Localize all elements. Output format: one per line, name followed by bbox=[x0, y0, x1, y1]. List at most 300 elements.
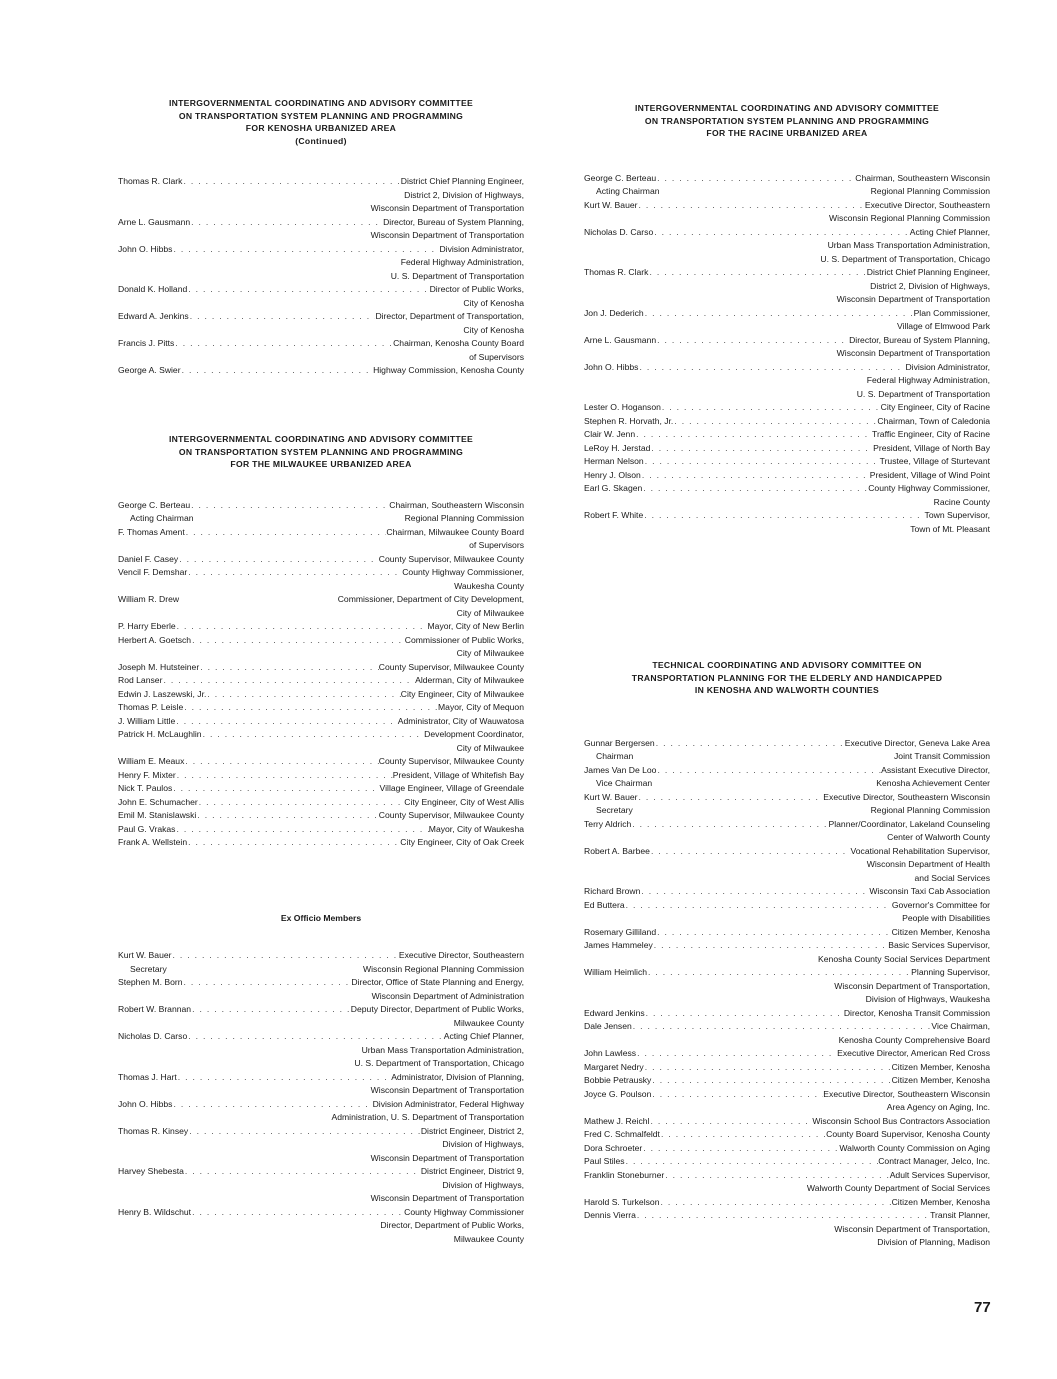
dot-leader bbox=[642, 1142, 839, 1156]
member-line-continued bbox=[118, 189, 524, 203]
member-line bbox=[584, 428, 990, 442]
dot-leader bbox=[651, 1074, 891, 1088]
member-entry bbox=[118, 976, 524, 1003]
member-title: Wisconsin Department of Transportation, bbox=[834, 1223, 990, 1234]
member-name: Herbert A. Goetsch bbox=[118, 634, 192, 645]
member-line-continued bbox=[118, 1138, 524, 1152]
member-line bbox=[584, 1196, 990, 1210]
dot-leader bbox=[625, 899, 892, 913]
dot-leader bbox=[659, 1196, 891, 1210]
member-name: Gunnar Bergersen bbox=[584, 737, 655, 748]
member-title: Director, Bureau of System Planning, bbox=[383, 216, 524, 227]
kenosha-committee bbox=[118, 97, 524, 378]
member-name: Stephen R. Horvath, Jr. bbox=[584, 415, 674, 426]
member-line bbox=[584, 1169, 990, 1183]
heading-line: ON TRANSPORTATION SYSTEM PLANNING AND PROGRAMMING bbox=[178, 446, 464, 457]
member-name: Franklin Stoneburner bbox=[584, 1169, 665, 1180]
member-title: County Board Supervisor, Kenosha County bbox=[826, 1129, 990, 1139]
member-line bbox=[118, 1206, 524, 1220]
member-title: Executive Director, American Red Cross bbox=[837, 1048, 990, 1058]
elderly-committee bbox=[584, 659, 990, 1250]
dot-leader bbox=[172, 782, 379, 796]
member-title: President, Village of North Bay bbox=[873, 442, 990, 453]
dot-leader bbox=[199, 661, 379, 675]
dot-leader bbox=[645, 1007, 844, 1021]
member-name: Joyce G. Poulson bbox=[584, 1088, 652, 1099]
member-line bbox=[584, 939, 990, 953]
member-line-continued bbox=[118, 351, 524, 365]
member-title: District 2, Division of Highways, bbox=[870, 280, 990, 291]
member-title: Division Administrator, bbox=[905, 361, 990, 372]
member-line-continued bbox=[584, 496, 990, 510]
member-line bbox=[584, 442, 990, 456]
dot-leader bbox=[638, 361, 905, 375]
dot-leader bbox=[648, 266, 866, 280]
member-line bbox=[118, 216, 524, 230]
member-entry bbox=[118, 337, 524, 364]
member-line bbox=[584, 482, 990, 496]
dot-leader bbox=[206, 688, 400, 702]
dot-leader bbox=[656, 172, 855, 186]
member-entry bbox=[584, 361, 990, 402]
dot-leader bbox=[175, 715, 397, 729]
dot-leader bbox=[638, 199, 865, 213]
member-entry bbox=[584, 1047, 990, 1061]
dot-leader bbox=[198, 796, 404, 810]
member-entry bbox=[118, 701, 524, 715]
dot-leader bbox=[185, 526, 387, 540]
member-name: George C. Berteau bbox=[584, 172, 657, 183]
member-line bbox=[118, 634, 524, 648]
member-entry bbox=[584, 737, 990, 764]
member-title: Town of Mt. Pleasant bbox=[910, 523, 990, 534]
elderly-heading bbox=[584, 659, 990, 697]
member-line bbox=[584, 334, 990, 348]
member-line bbox=[584, 1020, 990, 1034]
member-entry bbox=[118, 1125, 524, 1166]
member-line-continued bbox=[118, 1111, 524, 1125]
member-title: Vice Chairman, bbox=[931, 1021, 990, 1031]
member-title: Director, Bureau of System Planning, bbox=[849, 334, 990, 345]
dot-leader bbox=[183, 701, 438, 715]
member-title: Walworth County Department of Social Services bbox=[806, 1183, 990, 1193]
member-line-continued bbox=[118, 607, 524, 621]
heading-line: ON TRANSPORTATION SYSTEM PLANNING AND PROGRAMMING bbox=[178, 110, 464, 121]
member-line-continued bbox=[584, 388, 990, 402]
member-title: Wisconsin School Bus Contractors Association bbox=[812, 1115, 990, 1126]
member-entry bbox=[118, 283, 524, 310]
member-name: Mathew J. Reichl bbox=[584, 1115, 650, 1126]
member-entry bbox=[584, 1007, 990, 1021]
member-title: Division of Highways, bbox=[442, 1139, 524, 1149]
member-line bbox=[118, 782, 524, 796]
member-title: Adult Services Supervisor, bbox=[889, 1169, 990, 1180]
member-title: Urban Mass Transportation Administration, bbox=[361, 1044, 524, 1055]
member-entry bbox=[584, 199, 990, 226]
member-title: Division of Highways, bbox=[442, 1179, 524, 1190]
member-line-continued bbox=[584, 293, 990, 307]
member-line bbox=[584, 926, 990, 940]
member-title: People with Disabilities bbox=[902, 913, 990, 923]
member-entry bbox=[118, 620, 524, 634]
page-number: 77 bbox=[974, 1299, 991, 1316]
member-entry bbox=[118, 661, 524, 675]
dot-leader bbox=[196, 809, 378, 823]
member-name: Jon J. Dederich bbox=[584, 307, 644, 318]
member-list bbox=[118, 499, 524, 850]
member-entry bbox=[584, 791, 990, 818]
member-entry bbox=[584, 442, 990, 456]
dot-leader bbox=[656, 764, 881, 778]
heading-line: INTERGOVERNMENTAL COORDINATING AND ADVISORY COMMITTEE bbox=[168, 434, 474, 444]
member-line-continued bbox=[584, 804, 990, 818]
dot-leader bbox=[177, 1071, 391, 1085]
member-list bbox=[584, 737, 990, 1250]
heading-line: IN KENOSHA AND WALWORTH COUNTIES bbox=[694, 685, 880, 695]
member-line-continued bbox=[118, 580, 524, 594]
member-name: Rod Lanser bbox=[118, 675, 163, 685]
member-line-continued bbox=[118, 963, 524, 977]
member-name: Donald K. Holland bbox=[118, 284, 188, 294]
dot-leader bbox=[184, 755, 378, 769]
member-line bbox=[584, 469, 990, 483]
member-name: Kurt W. Bauer bbox=[118, 950, 172, 960]
member-name: Paul G. Vrakas bbox=[118, 823, 176, 834]
member-line-continued bbox=[118, 270, 524, 284]
dot-leader bbox=[176, 769, 393, 783]
member-title: Joint Transit Commission bbox=[894, 751, 990, 761]
member-name: Robert A. Barbee bbox=[584, 845, 650, 856]
member-entry bbox=[118, 782, 524, 796]
member-line-continued bbox=[584, 980, 990, 994]
member-name: Vencil F. Demshar bbox=[118, 567, 188, 577]
member-title: City of Milwaukee bbox=[456, 648, 524, 658]
member-entry bbox=[118, 1030, 524, 1071]
member-entry bbox=[584, 307, 990, 334]
member-title: Milwaukee County bbox=[453, 1233, 524, 1244]
milwaukee-committee bbox=[118, 433, 524, 850]
member-title: County Highway Commissioner, bbox=[868, 483, 990, 493]
member-name: F. Thomas Ament bbox=[118, 526, 185, 537]
member-title: Division of Planning, Madison bbox=[877, 1237, 990, 1247]
member-title: City of Milwaukee bbox=[456, 742, 524, 753]
member-title: Wisconsin Department of Transportation bbox=[370, 203, 524, 213]
member-line-continued bbox=[584, 993, 990, 1007]
member-entry bbox=[584, 1088, 990, 1115]
member-line-continued bbox=[584, 1101, 990, 1115]
dot-leader bbox=[635, 428, 872, 442]
member-list bbox=[584, 172, 990, 537]
member-line-continued bbox=[118, 1057, 524, 1071]
member-title: Area Agency on Aging, Inc. bbox=[886, 1102, 990, 1112]
dot-leader bbox=[643, 509, 924, 523]
member-line bbox=[118, 976, 524, 990]
member-line bbox=[584, 1088, 990, 1102]
member-entry bbox=[584, 1115, 990, 1129]
member-entry bbox=[584, 1142, 990, 1156]
member-title: Division Administrator, bbox=[439, 243, 524, 254]
member-title: Chairman, Milwaukee County Board bbox=[386, 526, 524, 537]
member-name: Patrick H. McLaughlin bbox=[118, 729, 202, 739]
member-line bbox=[118, 566, 524, 580]
member-line bbox=[584, 307, 990, 321]
member-line bbox=[584, 737, 990, 751]
member-line bbox=[584, 1128, 990, 1142]
member-entry bbox=[584, 899, 990, 926]
member-line bbox=[584, 966, 990, 980]
dot-leader bbox=[642, 482, 868, 496]
member-title: Wisconsin Regional Planning Commission bbox=[829, 213, 990, 223]
member-title: Mayor, City of New Berlin bbox=[427, 621, 524, 631]
member-title: Director, Office of State Planning and Energy, bbox=[351, 977, 524, 987]
member-title: Wisconsin Department of Transportation bbox=[370, 1193, 524, 1203]
member-title: Development Coordinator, bbox=[424, 729, 524, 739]
member-line-continued bbox=[118, 1179, 524, 1193]
member-title: City of Kenosha bbox=[463, 324, 524, 335]
member-line-continued bbox=[118, 1044, 524, 1058]
member-title: Executive Director, Geneva Lake Area bbox=[844, 737, 990, 748]
member-title: Administrator, City of Wauwatosa bbox=[397, 715, 524, 726]
member-line-continued bbox=[118, 647, 524, 661]
dot-leader bbox=[202, 728, 425, 742]
member-title: of Supervisors bbox=[469, 540, 524, 550]
member-line-continued bbox=[584, 253, 990, 267]
member-title: Chairman, Southeastern Wisconsin bbox=[855, 172, 990, 183]
member-title: District Chief Planning Engineer, bbox=[866, 267, 990, 277]
member-entry bbox=[118, 364, 524, 378]
member-title: U. S. Department of Transportation bbox=[390, 270, 524, 281]
dot-leader bbox=[636, 1209, 930, 1223]
dot-leader bbox=[172, 949, 399, 963]
member-title: District Chief Planning Engineer, bbox=[400, 176, 524, 186]
member-entry bbox=[118, 1071, 524, 1098]
racine-committee bbox=[584, 102, 990, 536]
member-entry bbox=[118, 1003, 524, 1030]
member-name: Dale Jensen bbox=[584, 1021, 632, 1031]
member-name: Arne L. Gausmann bbox=[118, 216, 191, 227]
member-name: P. Harry Eberle bbox=[118, 621, 176, 631]
member-entry bbox=[118, 1206, 524, 1247]
member-title: Governor's Committee for bbox=[891, 899, 990, 910]
member-entry bbox=[118, 715, 524, 729]
member-title: Regional Planning Commission bbox=[404, 513, 524, 523]
member-line-continued bbox=[584, 777, 990, 791]
milwaukee-heading bbox=[118, 433, 524, 471]
member-line-continued bbox=[118, 1084, 524, 1098]
member-entry bbox=[584, 401, 990, 415]
member-line bbox=[118, 553, 524, 567]
member-entry bbox=[584, 885, 990, 899]
member-line-continued bbox=[118, 1233, 524, 1247]
member-line-continued bbox=[584, 280, 990, 294]
member-line bbox=[118, 1030, 524, 1044]
ex-officio-heading: Ex Officio Members bbox=[280, 913, 362, 923]
dot-leader bbox=[176, 620, 428, 634]
member-entry bbox=[118, 243, 524, 284]
member-title: City of Milwaukee bbox=[456, 607, 524, 618]
member-line-continued bbox=[118, 1152, 524, 1166]
member-name: Henry B. Wildschut bbox=[118, 1206, 192, 1217]
member-entry bbox=[118, 755, 524, 769]
dot-leader bbox=[636, 1047, 837, 1061]
member-title: Trustee, Village of Sturtevant bbox=[879, 456, 990, 466]
member-name: Dora Schroeter bbox=[584, 1142, 643, 1153]
member-name: LeRoy H. Jerstad bbox=[584, 442, 651, 453]
member-line bbox=[584, 226, 990, 240]
member-line bbox=[584, 455, 990, 469]
member-name: James Van De Loo bbox=[584, 764, 657, 775]
member-line-continued bbox=[118, 742, 524, 756]
dot-leader bbox=[650, 845, 851, 859]
member-line-continued bbox=[584, 239, 990, 253]
member-line bbox=[118, 823, 524, 837]
member-line-continued bbox=[584, 1223, 990, 1237]
member-line-continued bbox=[118, 202, 524, 216]
member-name: Thomas R. Clark bbox=[584, 267, 649, 277]
member-line-continued bbox=[118, 229, 524, 243]
member-line bbox=[118, 1071, 524, 1085]
member-line bbox=[118, 593, 524, 607]
heading-line: FOR KENOSHA URBANIZED AREA bbox=[245, 123, 397, 133]
member-role: Acting Chairman bbox=[596, 186, 660, 196]
member-title: Wisconsin Taxi Cab Association bbox=[869, 886, 990, 896]
member-title: Kenosha County Comprehensive Board bbox=[838, 1034, 990, 1045]
member-name: Frank A. Wellstein bbox=[118, 837, 188, 847]
member-line bbox=[118, 243, 524, 257]
member-line-continued bbox=[584, 1236, 990, 1250]
dot-leader bbox=[653, 939, 888, 953]
member-entry bbox=[118, 728, 524, 755]
heading-line: FOR THE MILWAUKEE URBANIZED AREA bbox=[230, 459, 412, 469]
member-title: Kenosha Achievement Center bbox=[876, 778, 990, 788]
dot-leader bbox=[184, 1165, 421, 1179]
member-line bbox=[584, 885, 990, 899]
member-entry bbox=[584, 1020, 990, 1047]
member-line-continued bbox=[584, 347, 990, 361]
member-line bbox=[118, 175, 524, 189]
member-line bbox=[584, 266, 990, 280]
member-title: Acting Chief Planner, bbox=[443, 1031, 524, 1041]
member-line-continued bbox=[118, 324, 524, 338]
dot-leader bbox=[187, 566, 402, 580]
member-entry bbox=[118, 310, 524, 337]
member-line bbox=[584, 1155, 990, 1169]
member-title: Division Administrator, Federal Highway bbox=[372, 1098, 524, 1109]
member-line bbox=[118, 715, 524, 729]
member-entry bbox=[584, 1074, 990, 1088]
member-line bbox=[584, 172, 990, 186]
member-line bbox=[584, 764, 990, 778]
member-title: Mayor, City of Waukesha bbox=[428, 823, 524, 834]
member-title: Walworth County Commission on Aging bbox=[839, 1142, 990, 1153]
member-title: Wisconsin Department of Transportation bbox=[370, 1085, 524, 1095]
member-entry bbox=[584, 469, 990, 483]
member-line bbox=[584, 1061, 990, 1075]
member-title: Executive Director, Southeastern Wisconsin bbox=[823, 791, 990, 802]
member-title: Executive Director, Southeastern bbox=[864, 199, 990, 210]
member-name: Earl G. Skagen bbox=[584, 483, 643, 493]
member-title: Acting Chief Planner, bbox=[909, 226, 990, 237]
member-name: George C. Berteau bbox=[118, 499, 191, 510]
member-line bbox=[118, 499, 524, 513]
member-name: Paul Stiles bbox=[584, 1156, 625, 1166]
member-name: James Hammeley bbox=[584, 940, 653, 950]
member-title: Assistant Executive Director, bbox=[881, 764, 990, 775]
member-title: City Engineer, City of Racine bbox=[880, 402, 990, 412]
member-title: Wisconsin Department of Transportation bbox=[370, 1152, 524, 1163]
member-entry bbox=[118, 688, 524, 702]
member-line-continued bbox=[584, 858, 990, 872]
member-entry bbox=[118, 809, 524, 823]
member-list bbox=[118, 949, 524, 1246]
member-name: Emil M. Stanislawski bbox=[118, 810, 197, 820]
member-name: Fred C. Schmalfeldt bbox=[584, 1129, 660, 1139]
member-line bbox=[118, 283, 524, 297]
member-name: William Heimlich bbox=[584, 967, 648, 977]
member-name: Thomas P. Leisle bbox=[118, 702, 184, 712]
dot-leader bbox=[174, 337, 393, 351]
member-title: Basic Services Supervisor, bbox=[888, 940, 990, 950]
member-title: Village of Elmwood Park bbox=[897, 321, 990, 331]
member-line-continued bbox=[118, 512, 524, 526]
member-line-continued bbox=[584, 374, 990, 388]
member-name: Herman Nelson bbox=[584, 456, 644, 466]
dot-leader bbox=[191, 1206, 404, 1220]
member-title: County Supervisor, Milwaukee County bbox=[378, 661, 524, 672]
dot-leader bbox=[188, 1125, 421, 1139]
member-title: Chairman, Town of Caledonia bbox=[877, 415, 990, 426]
member-entry bbox=[118, 949, 524, 976]
member-title: Regional Planning Commission bbox=[870, 805, 990, 815]
member-title: Director, Kenosha Transit Commission bbox=[843, 1007, 990, 1018]
member-name: John O. Hibbs bbox=[584, 361, 639, 372]
member-title: District 2, Division of Highways, bbox=[404, 189, 524, 200]
member-title: Citizen Member, Kenosha bbox=[891, 926, 990, 937]
member-name: John O. Hibbs bbox=[118, 1098, 173, 1109]
member-name: Nick T. Paulos bbox=[118, 783, 173, 793]
member-title: Federal Highway Administration, bbox=[866, 375, 990, 385]
dot-leader bbox=[656, 334, 849, 348]
member-role: Secretary bbox=[130, 963, 167, 974]
member-title: Federal Highway Administration, bbox=[400, 257, 524, 267]
dot-leader bbox=[644, 307, 914, 321]
dot-leader bbox=[181, 364, 373, 378]
dot-leader bbox=[644, 455, 880, 469]
member-line-continued bbox=[118, 1192, 524, 1206]
member-line bbox=[118, 728, 524, 742]
member-name: Robert W. Brannan bbox=[118, 1004, 192, 1014]
kenosha-heading bbox=[118, 97, 524, 147]
member-entry bbox=[118, 216, 524, 243]
member-line bbox=[584, 791, 990, 805]
member-line bbox=[118, 755, 524, 769]
member-entry bbox=[118, 769, 524, 783]
member-entry bbox=[584, 939, 990, 966]
member-entry bbox=[118, 836, 524, 850]
member-line-continued bbox=[584, 1182, 990, 1196]
member-line-continued bbox=[118, 539, 524, 553]
member-entry bbox=[118, 566, 524, 593]
member-line bbox=[584, 818, 990, 832]
member-title: County Highway Commissioner, bbox=[402, 567, 524, 577]
member-line-continued bbox=[584, 185, 990, 199]
member-entry bbox=[118, 796, 524, 810]
dot-leader bbox=[631, 818, 828, 832]
member-entry bbox=[584, 926, 990, 940]
member-entry bbox=[584, 226, 990, 267]
member-name: Edward A. Jenkins bbox=[118, 311, 189, 321]
member-title: City of Kenosha bbox=[463, 297, 524, 308]
